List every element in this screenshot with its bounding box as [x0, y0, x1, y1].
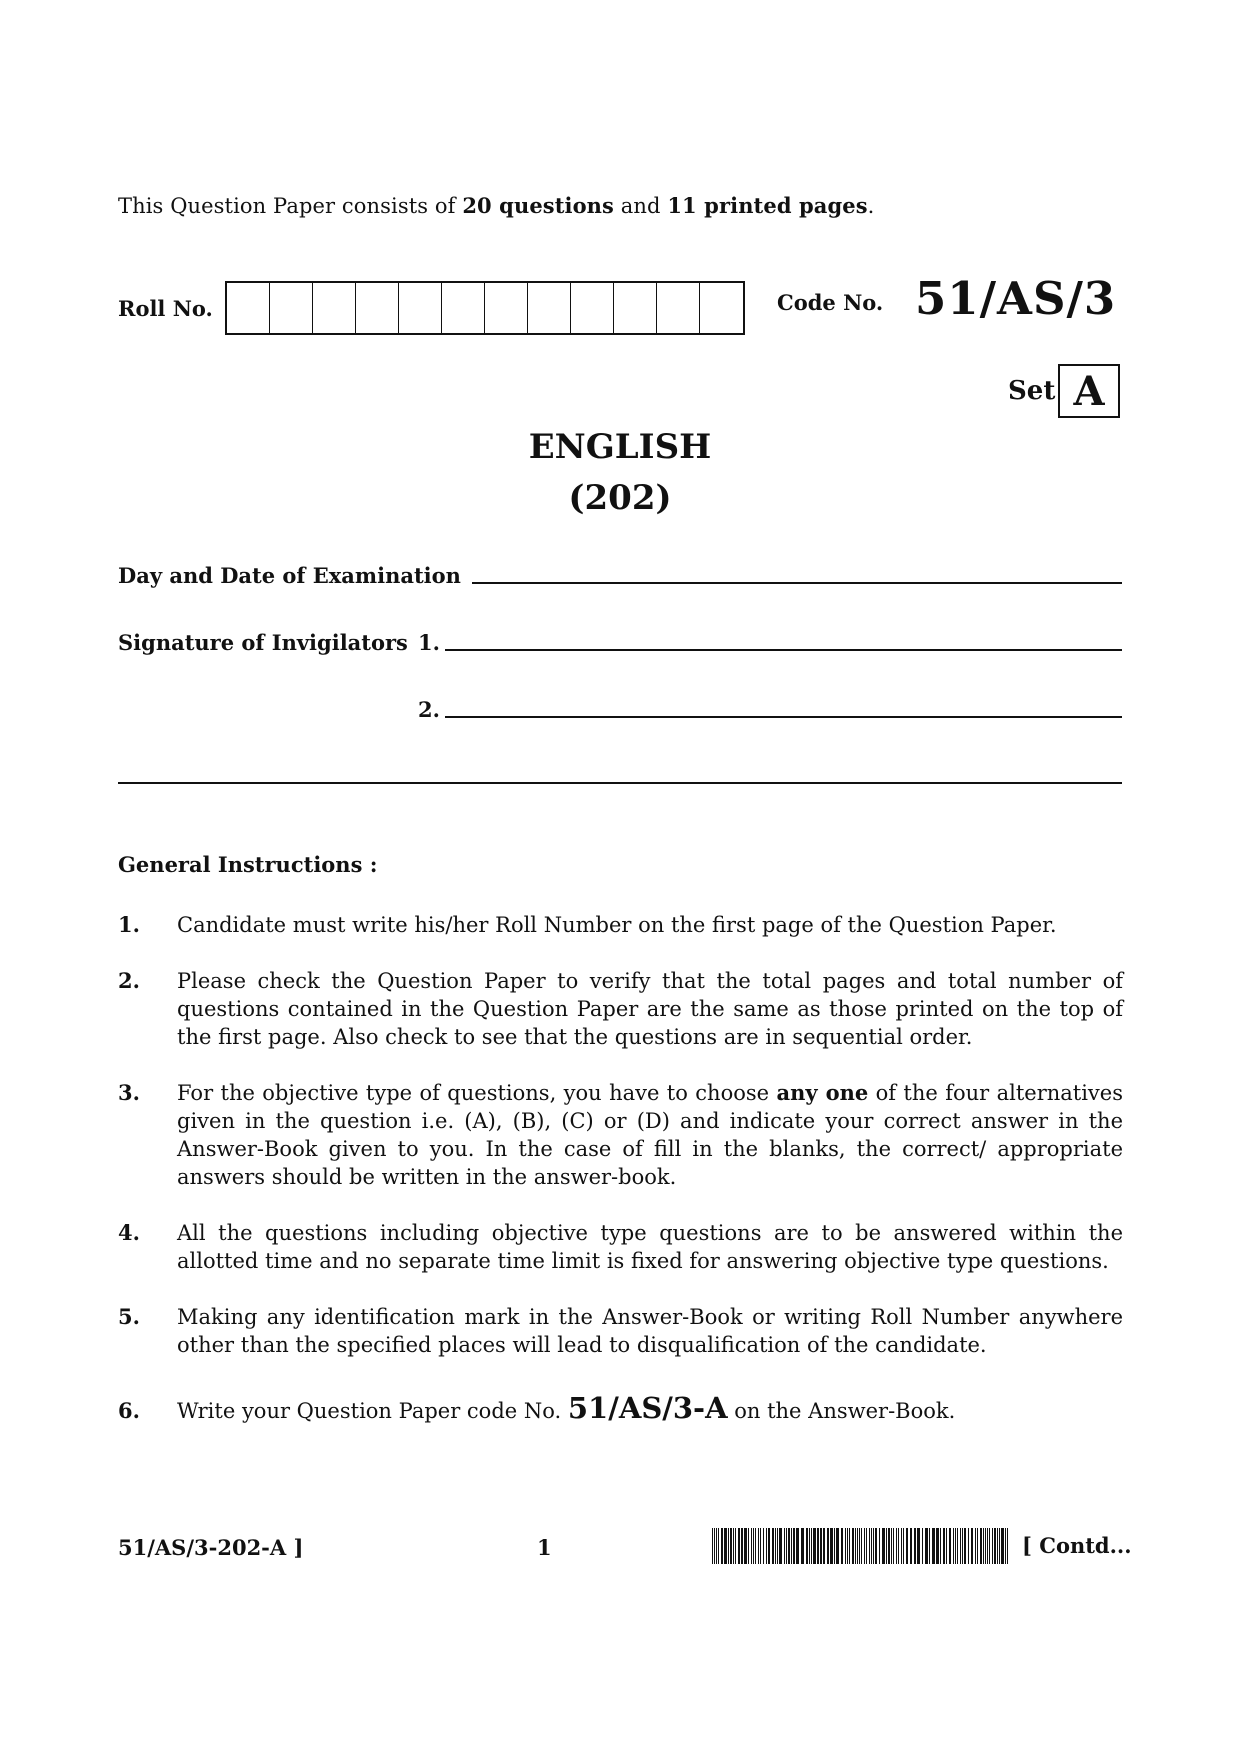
- barcode-bar: [873, 1528, 874, 1564]
- barcode-bar: [755, 1528, 756, 1564]
- signature-number-1: 1.: [418, 630, 440, 655]
- barcode-bar: [793, 1528, 795, 1564]
- barcode-bar: [758, 1528, 759, 1564]
- exam-date-label: Day and Date of Examination: [118, 563, 461, 588]
- instruction-emphasis: any one: [776, 1080, 869, 1105]
- signature-line-2[interactable]: [445, 716, 1122, 718]
- roll-number-box[interactable]: [270, 283, 313, 333]
- barcode-bar: [791, 1528, 792, 1564]
- barcode-bar: [730, 1528, 732, 1564]
- barcode-bar: [864, 1528, 865, 1564]
- instruction-text: All the questions including objective type questions are to be answered within the allotted time and no separate time limit is fixed for answering objective type questions.: [177, 1221, 1123, 1273]
- barcode-icon: [712, 1528, 1012, 1564]
- roll-number-box[interactable]: [700, 283, 743, 333]
- barcode-bar: [957, 1528, 958, 1564]
- barcode-bar: [744, 1528, 747, 1564]
- barcode-bar: [1001, 1528, 1004, 1564]
- instruction-text: [177, 1079, 1123, 1191]
- barcode-bar: [929, 1528, 930, 1564]
- barcode-bar: [893, 1528, 894, 1564]
- barcode-bar: [925, 1528, 928, 1564]
- barcode-bar: [718, 1528, 719, 1564]
- roll-number-box[interactable]: [614, 283, 657, 333]
- barcode-bar: [901, 1528, 902, 1564]
- instruction-item: [118, 911, 1123, 939]
- question-count: 20 questions: [462, 193, 614, 218]
- barcode-bar: [813, 1528, 816, 1564]
- instruction-text: Please check the Question Paper to verify that the total pages and total number of questions contained in the Question Paper are the same as those printed on the top of the first page. Also check to see that the questions are in sequential order.: [177, 969, 1123, 1049]
- barcode-bar: [989, 1528, 990, 1564]
- barcode-bar: [796, 1528, 799, 1564]
- roll-number-box[interactable]: [313, 283, 356, 333]
- invigilator-signature-label: Signature of Invigilators: [118, 630, 408, 655]
- barcode-bar: [1007, 1528, 1008, 1564]
- barcode-bar: [875, 1528, 877, 1564]
- barcode-bar: [733, 1528, 734, 1564]
- instruction-text: Making any identification mark in the Answer-Book or writing Roll Number anywhere other than the specified places will lead to disqualification of the candidate.: [177, 1305, 1123, 1357]
- barcode-bar: [936, 1528, 939, 1564]
- barcode-bar: [786, 1528, 787, 1564]
- barcode-bar: [955, 1528, 956, 1564]
- barcode-bar: [994, 1528, 996, 1564]
- instruction-text-part: of the four alternatives given in the question i.e. (A), (B), (C) or (D) and indicate your correct answer in the Answer-Book given to you. In the case of fill in the blanks, the correct/ appropriate answers should be written in the answer-book.: [177, 1081, 1123, 1189]
- barcode-bar: [910, 1528, 912, 1564]
- roll-number-box[interactable]: [571, 283, 614, 333]
- barcode-bar: [721, 1528, 723, 1564]
- instruction-item: [118, 967, 1123, 1051]
- barcode-bar: [827, 1528, 829, 1564]
- subject-code: (202): [568, 478, 672, 518]
- barcode-bar: [760, 1528, 761, 1564]
- barcode-bar: [898, 1528, 899, 1564]
- barcode-bar: [857, 1528, 858, 1564]
- barcode-bar: [999, 1528, 1000, 1564]
- barcode-bar: [891, 1528, 892, 1564]
- roll-number-boxes[interactable]: [225, 281, 745, 335]
- barcode-bar: [906, 1528, 908, 1564]
- barcode-bar: [879, 1528, 880, 1564]
- barcode-bar: [779, 1528, 782, 1564]
- barcode-bar: [836, 1528, 839, 1564]
- subject-title: ENGLISH: [528, 427, 712, 467]
- barcode-bar: [841, 1528, 843, 1564]
- roll-number-box[interactable]: [528, 283, 571, 333]
- instruction-number: 3.: [118, 1080, 140, 1105]
- barcode-bar: [753, 1528, 754, 1564]
- barcode-bar: [784, 1528, 785, 1564]
- barcode-bar: [820, 1528, 822, 1564]
- barcode-bar: [714, 1528, 715, 1564]
- barcode-bar: [855, 1528, 856, 1564]
- barcode-bar: [977, 1528, 978, 1564]
- signature-line-1[interactable]: [445, 649, 1122, 651]
- barcode-bar: [940, 1528, 941, 1564]
- barcode-bar: [712, 1528, 713, 1564]
- page-number: 1: [537, 1535, 552, 1560]
- barcode-bar: [817, 1528, 819, 1564]
- instruction-number: 4.: [118, 1220, 140, 1245]
- barcode-bar: [724, 1528, 727, 1564]
- barcode-bar: [869, 1528, 870, 1564]
- barcode-bar: [852, 1528, 854, 1564]
- barcode-bar: [871, 1528, 872, 1564]
- roll-number-label: Roll No.: [118, 296, 213, 321]
- barcode-bar: [849, 1528, 850, 1564]
- barcode-bar: [806, 1528, 808, 1564]
- barcode-bar: [971, 1528, 973, 1564]
- barcode-bar: [823, 1528, 825, 1564]
- barcode-bar: [741, 1528, 743, 1564]
- roll-number-box[interactable]: [485, 283, 528, 333]
- barcode-bar: [809, 1528, 810, 1564]
- instruction-item: [118, 1219, 1123, 1275]
- barcode-bar: [788, 1528, 790, 1564]
- page-count: 11 printed pages: [667, 193, 868, 218]
- instruction-text: [177, 1391, 1123, 1425]
- barcode-bar: [896, 1528, 897, 1564]
- signature-number-2: 2.: [418, 697, 440, 722]
- barcode-bar: [914, 1528, 916, 1564]
- barcode-bar: [847, 1528, 848, 1564]
- code-number-value: 51/AS/3: [915, 272, 1117, 325]
- barcode-bar: [861, 1528, 862, 1564]
- barcode-bar: [751, 1528, 752, 1564]
- summary-text: and: [613, 194, 668, 218]
- roll-number-box[interactable]: [227, 283, 270, 333]
- instruction-item: [118, 1391, 1123, 1425]
- barcode-bar: [964, 1528, 966, 1564]
- instruction-number: 6.: [118, 1398, 140, 1423]
- barcode-bar: [949, 1528, 951, 1564]
- barcode-bar: [830, 1528, 833, 1564]
- barcode-bar: [777, 1528, 778, 1564]
- barcode-bar: [768, 1528, 770, 1564]
- barcode-bar: [886, 1528, 887, 1564]
- roll-number-box[interactable]: [356, 283, 399, 333]
- barcode-bar: [801, 1528, 804, 1564]
- code-number-label: Code No.: [777, 290, 884, 315]
- barcode-bar: [917, 1528, 920, 1564]
- continued-marker: [ Contd...: [1022, 1533, 1132, 1558]
- barcode-bar: [953, 1528, 954, 1564]
- barcode-bar: [811, 1528, 812, 1564]
- barcode-bar: [728, 1528, 729, 1564]
- section-divider: [118, 782, 1122, 784]
- exam-date-line[interactable]: [472, 582, 1122, 584]
- footer-paper-code: 51/AS/3-202-A ]: [118, 1535, 304, 1560]
- instruction-text-part: Write your Question Paper code No.: [177, 1399, 568, 1423]
- barcode-bar: [983, 1528, 984, 1564]
- instruction-number: 5.: [118, 1304, 140, 1329]
- paper-code-emphasis: 51/AS/3-A: [567, 1391, 728, 1425]
- barcode-bar: [888, 1528, 890, 1564]
- instruction-text-part: For the objective type of questions, you have to choose: [177, 1081, 777, 1105]
- barcode-bar: [766, 1528, 767, 1564]
- barcode-bar: [992, 1528, 993, 1564]
- instructions-title: General Instructions :: [118, 852, 378, 877]
- barcode-bar: [960, 1528, 961, 1564]
- barcode-bar: [775, 1528, 776, 1564]
- barcode-bar: [834, 1528, 835, 1564]
- barcode-bar: [845, 1528, 846, 1564]
- instruction-number: 1.: [118, 912, 140, 937]
- instruction-item: [118, 1079, 1123, 1191]
- barcode-bar: [943, 1528, 945, 1564]
- barcode-bar: [980, 1528, 982, 1564]
- instruction-number: 2.: [118, 968, 140, 993]
- barcode-bar: [962, 1528, 963, 1564]
- instruction-item: [118, 1303, 1123, 1359]
- barcode-bar: [738, 1528, 740, 1564]
- roll-number-box[interactable]: [442, 283, 485, 333]
- summary-text: .: [867, 194, 875, 218]
- instruction-text-part: on the Answer-Book.: [727, 1399, 956, 1423]
- barcode-bar: [968, 1528, 969, 1564]
- summary-text: This Question Paper consists of: [118, 194, 463, 218]
- barcode-bar: [997, 1528, 998, 1564]
- barcode-bar: [763, 1528, 764, 1564]
- paper-summary: [118, 193, 874, 218]
- barcode-bar: [922, 1528, 923, 1564]
- barcode-bar: [975, 1528, 976, 1564]
- barcode-bar: [859, 1528, 860, 1564]
- barcode-bar: [772, 1528, 774, 1564]
- barcode-bar: [946, 1528, 947, 1564]
- roll-number-box[interactable]: [657, 283, 700, 333]
- barcode-bar: [985, 1528, 986, 1564]
- barcode-bar: [882, 1528, 885, 1564]
- barcode-bar: [932, 1528, 935, 1564]
- barcode-bar: [735, 1528, 736, 1564]
- barcode-bar: [716, 1528, 717, 1564]
- set-label: Set: [1008, 376, 1056, 406]
- barcode-bar: [987, 1528, 988, 1564]
- roll-number-box[interactable]: [399, 283, 442, 333]
- barcode-bar: [903, 1528, 904, 1564]
- set-value-box: A: [1058, 364, 1120, 418]
- barcode-bar: [866, 1528, 867, 1564]
- instruction-text: Candidate must write his/her Roll Number on the first page of the Question Paper.: [177, 913, 1057, 937]
- barcode-bar: [748, 1528, 749, 1564]
- barcode-bar: [1005, 1528, 1006, 1564]
